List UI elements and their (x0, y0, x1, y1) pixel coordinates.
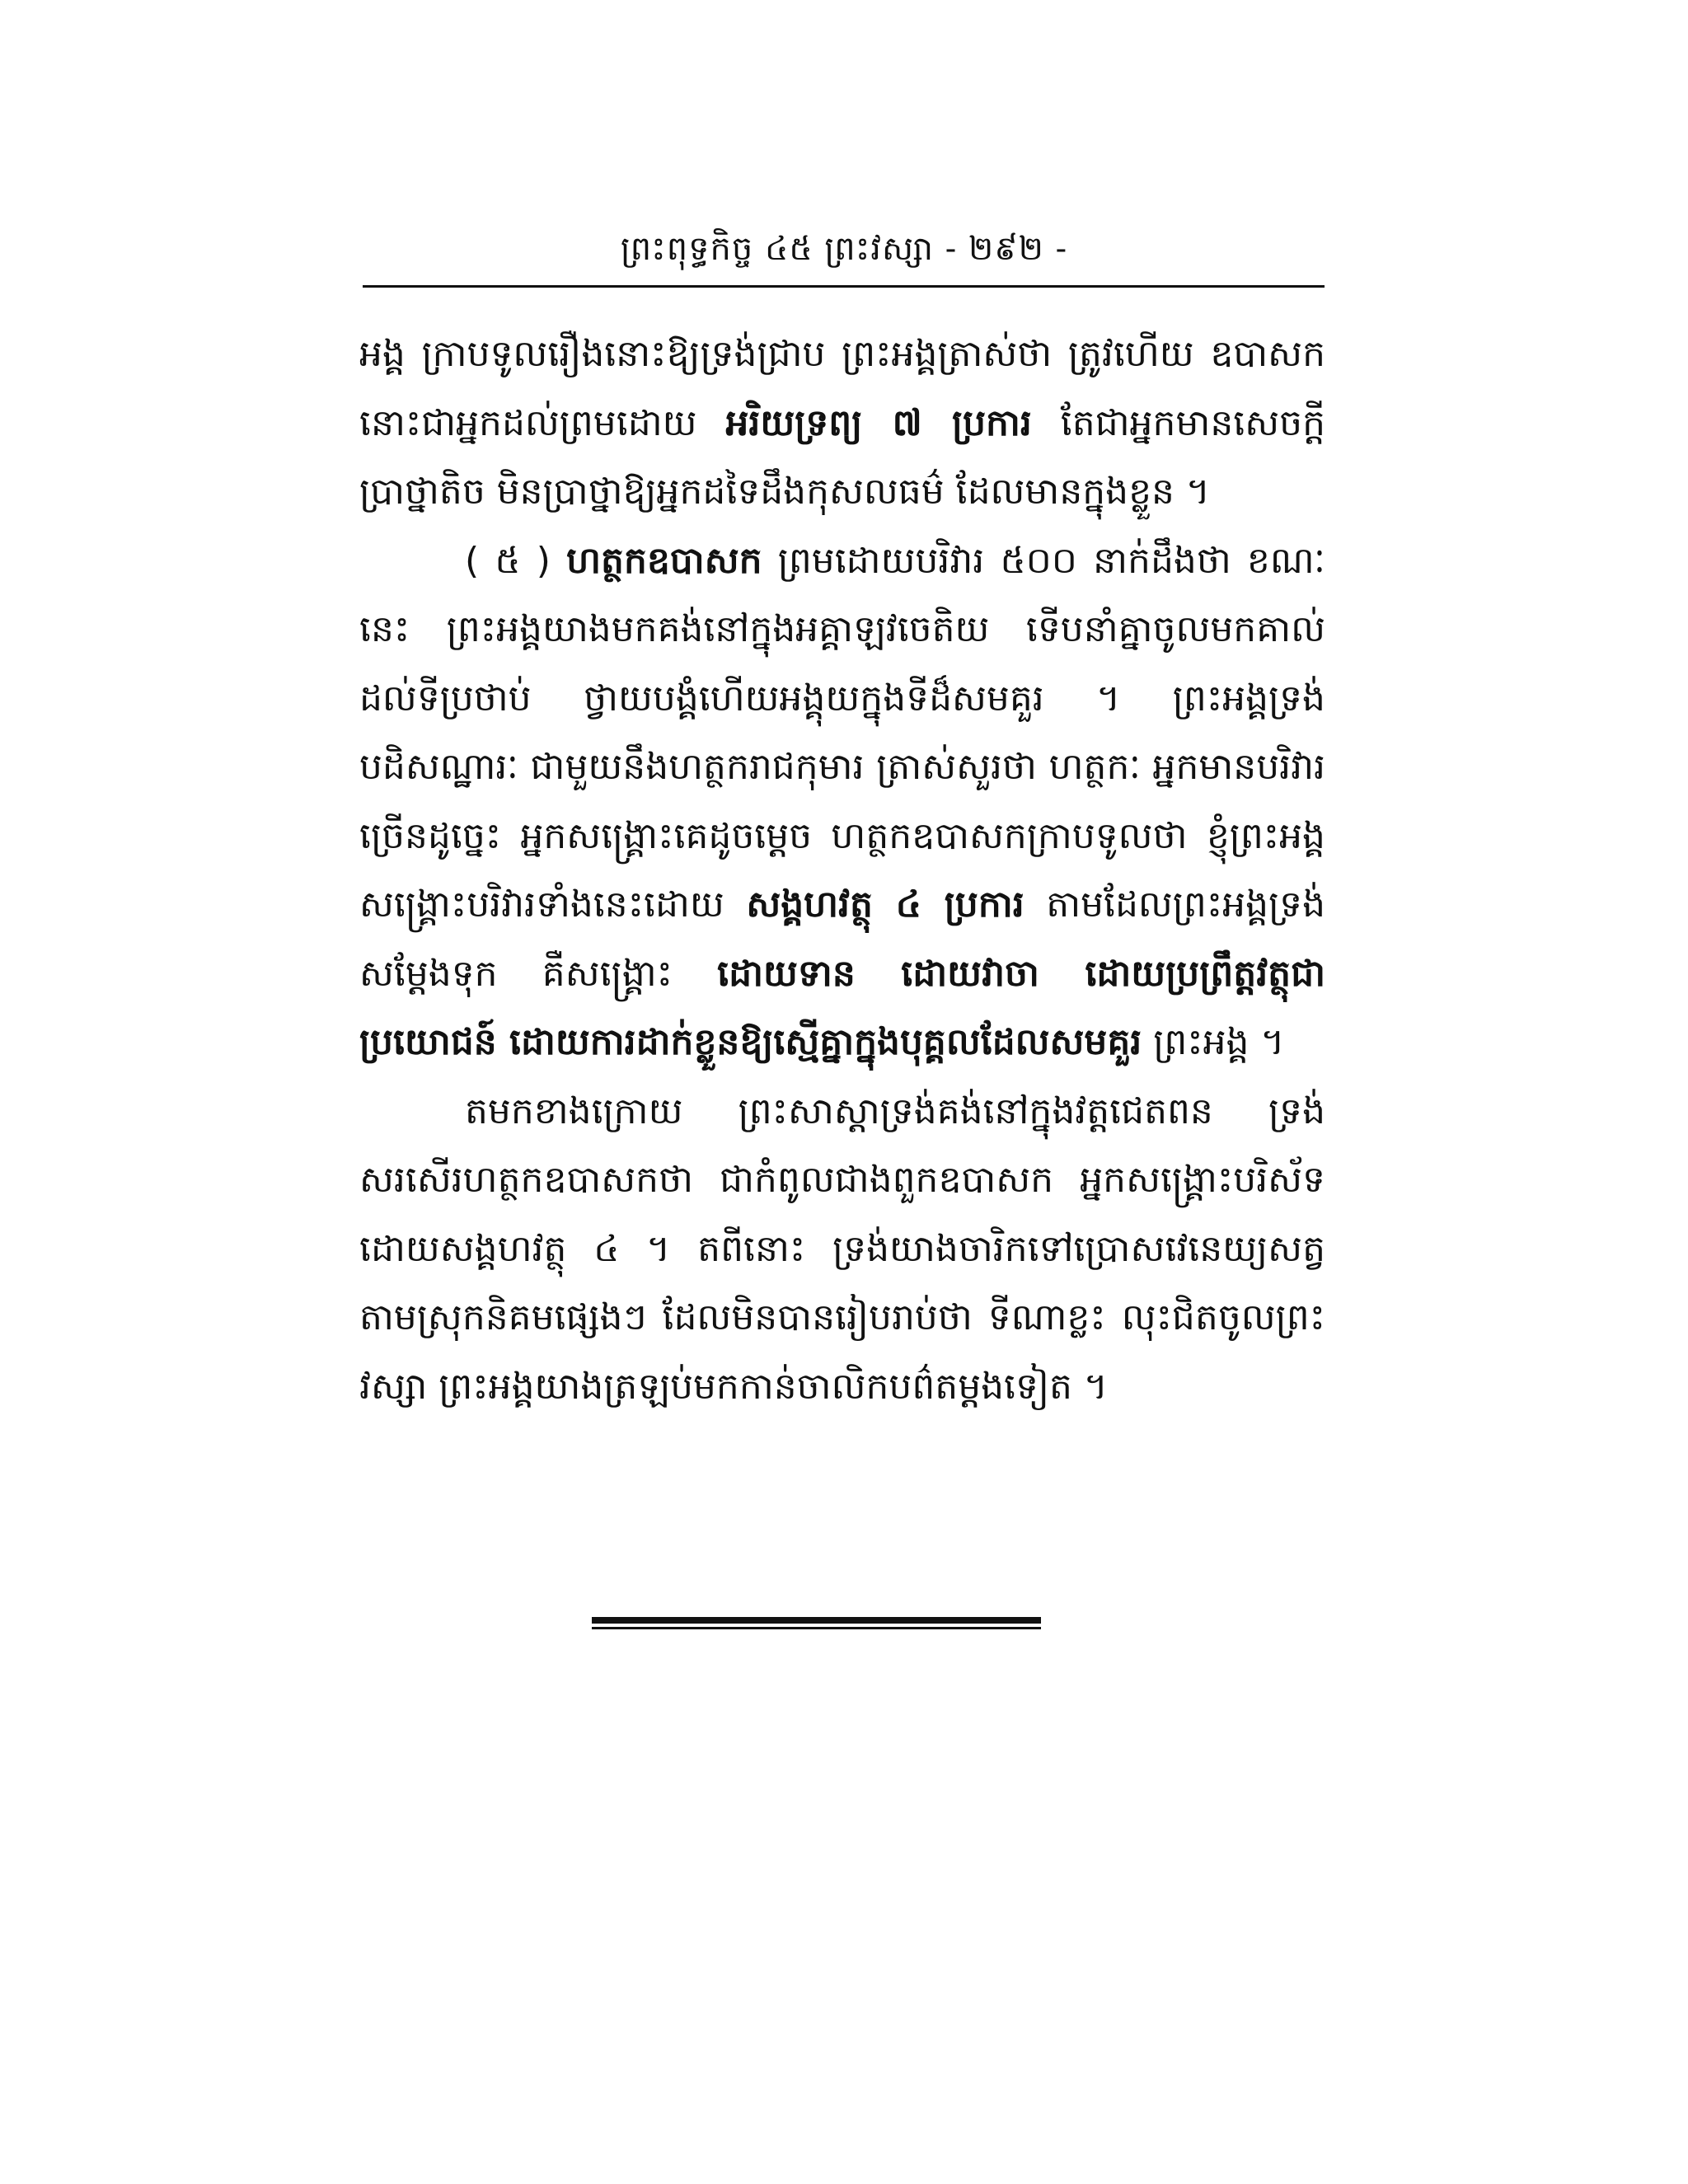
header-title: ព្រះពុទ្ធកិច្ច ៤៥ ព្រះវស្សា (620, 230, 935, 268)
paragraph-3 (359, 1077, 1325, 1422)
text-run: ( ៥ ) (465, 539, 567, 582)
text-run-bold: ដោយទាន ដោយវាចា ដោយប្រព្រឹត្តវត្ថុជាប្រយោជន៍ ដោយការដាក់ខ្លួនឱ្យស្មើគ្នាក្នុងបុគ្គលដែលសមគួរ (359, 952, 1325, 1063)
text-run: ព្រមដោយបរិវារ ៥០០ នាក់ដឹងថា ខណៈនេះ ព្រះអង្គយាងមកគង់នៅក្នុងអគ្គាឡវចេតិយ ទើបនាំគ្នាចូលមកគាល់ដល់ទីប្រថាប់ ថ្វាយបង្គំហើយអង្គុយក្នុងទីដ៏សមគួរ ។ ព្រះអង្គទ្រង់បដិសណ្ឋារៈ ជាមួយនឹងហត្ថករាជកុមារ ត្រាស់សួរថា ហត្ថកៈ អ្នកមានបរិវារច្រើនដូច្នេះ អ្នកសង្គ្រោះគេដូចម្តេច ហត្ថកឧបាសកក្រាបទូលថា ខ្ញុំព្រះអង្គសង្គ្រោះបរិវារទាំងនេះដោយ (359, 539, 1325, 926)
body-text (359, 320, 1325, 1421)
end-divider (592, 1617, 1041, 1629)
text-run: តាមដែលព្រះអង្គទ្រង់សម្តែងទុក គឺសង្គ្រោះ (359, 883, 1325, 995)
page-number: - ២៩២ - (945, 230, 1068, 268)
divider-thin-line (592, 1627, 1041, 1629)
text-run: អង្គ ក្រាបទូលរឿងនោះឱ្យទ្រង់ជ្រាប ព្រះអង្គត្រាស់ថា ត្រូវហើយ ឧបាសក នោះជាអ្នកដល់ព្រមដោយ (359, 333, 1325, 444)
text-run: តមកខាងក្រោយ ព្រះសាស្តាទ្រង់គង់នៅក្នុងវត្តជេតពន ទ្រង់សរសើរហត្ថកឧបាសកថា ជាកំពូលជាងពួកឧបាសក អ្នកសង្គ្រោះបរិស័ទដោយសង្គហវត្ថុ ៤ ។ តពីនោះ ទ្រង់យាងចារិកទៅប្រោសវេនេយ្យសត្វ តាមស្រុកនិគមផ្សេងៗ ដែលមិនបានរៀបរាប់ថា ទីណាខ្លះ លុះជិតចូលព្រះវស្សា ព្រះអង្គយាងត្រឡប់មកកាន់ចាលិកបព៌តម្តងទៀត ។ (359, 1090, 1325, 1408)
page-header (0, 224, 1688, 274)
text-run: ព្រះអង្គ ។ (1142, 1021, 1285, 1063)
paragraph-2 (359, 527, 1325, 1077)
text-run-bold: ហត្ថកឧបាសក (566, 539, 762, 582)
text-run: តែជាអ្នកមានសេចក្តីប្រាថ្នាតិច មិនប្រាថ្នាឱ្យអ្នកដទៃដឹងកុសលធម៌ ដែលមានក្នុងខ្លួន ។ (359, 401, 1325, 513)
divider-thick-line (592, 1617, 1041, 1624)
header-rule (363, 285, 1325, 288)
text-run-bold: អរិយទ្រព្យ ៧ ប្រការ (725, 401, 1032, 444)
paragraph-1 (359, 320, 1325, 527)
text-run-bold: សង្គហវត្ថុ ៤ ប្រការ (746, 883, 1025, 926)
